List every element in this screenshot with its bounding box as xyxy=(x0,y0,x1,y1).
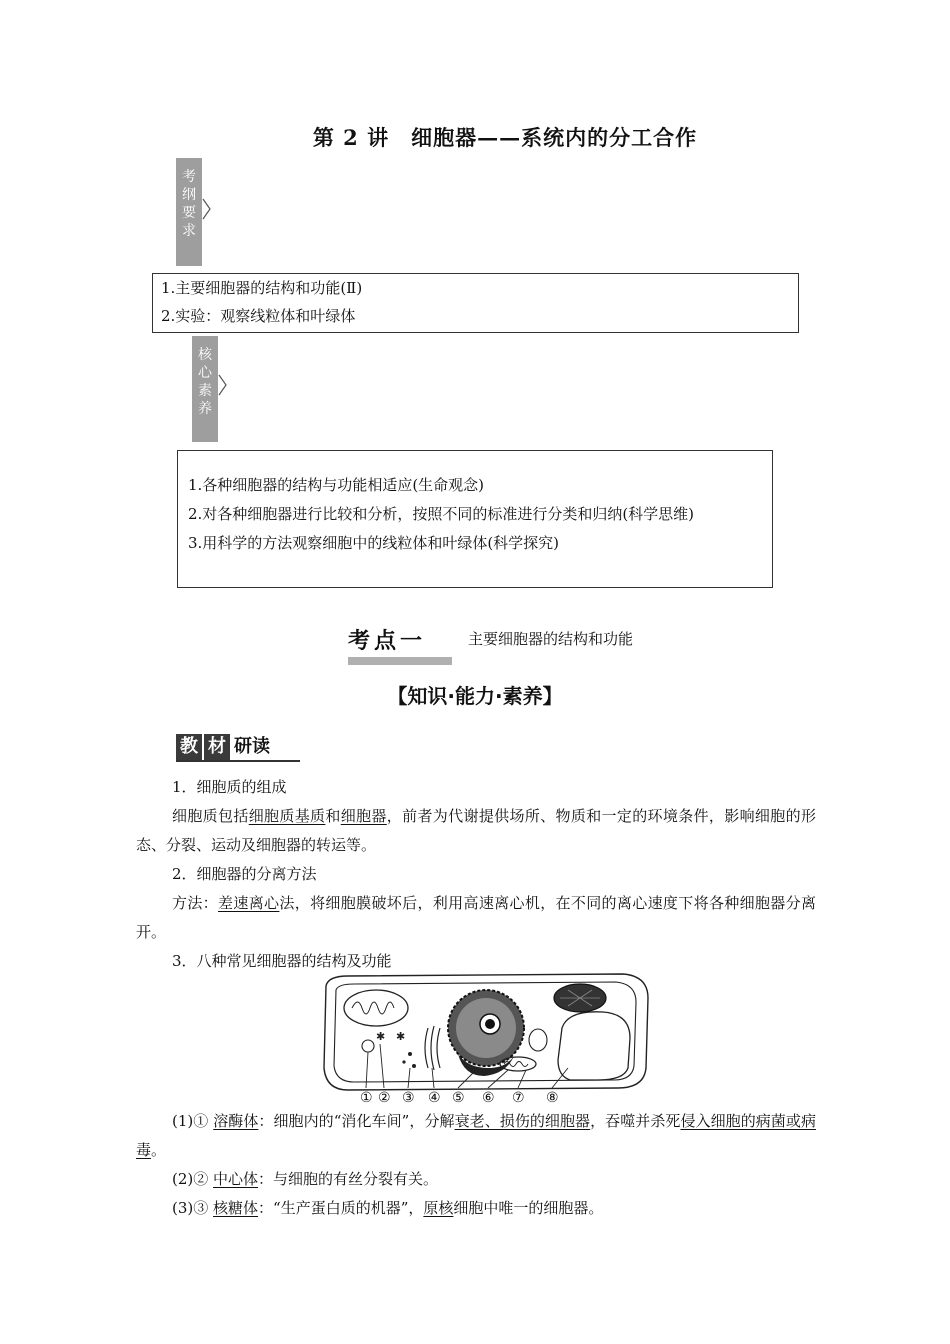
section-heading: 3．八种常见细胞器的结构及功能 xyxy=(172,952,392,970)
figure-label: ④ xyxy=(428,1090,441,1104)
kaodian-bar xyxy=(348,657,452,665)
tab-char: 素 xyxy=(198,383,212,399)
organelle-item: (3)③ 核糖体：“生产蛋白质的机器”，原核细胞中唯一的细胞器。 xyxy=(172,1199,604,1217)
page-title: 第 2 讲 细胞器——系统内的分工合作 xyxy=(312,125,698,150)
organelle-item: (1)① 溶酶体：细胞内的“消化车间”，分解衰老、损伤的细胞器，吞噬并杀死侵入细胞的病菌或病毒。 xyxy=(136,1112,816,1159)
jiaocai-heading xyxy=(176,734,270,760)
tab-kaogang xyxy=(176,158,202,266)
kaodian-text: 主要细胞器的结构和功能 xyxy=(468,630,634,648)
figure-label: ⑧ xyxy=(546,1090,559,1104)
figure-label: ⑤ xyxy=(452,1090,465,1104)
tab-hexin xyxy=(192,336,218,442)
hexin-item: 2.对各种细胞器进行比较和分析，按照不同的标准进行分类和归纳(科学思维) xyxy=(188,505,695,523)
tab-char: 求 xyxy=(182,223,196,239)
jiaocai-char: 教 xyxy=(176,734,202,760)
section-paragraph: 细胞质包括细胞质基质和细胞器，前者为代谢提供场所、物质和一定的环境条件，影响细胞的形态、分裂、运动及细胞器的转运等。 xyxy=(136,807,816,854)
figure-label: ② xyxy=(378,1090,391,1104)
tab-char: 要 xyxy=(182,205,196,221)
figure-label: ⑦ xyxy=(512,1090,525,1104)
organelle-list xyxy=(136,1107,816,1223)
kaogang-box xyxy=(152,273,799,333)
section-banner: 【知识·能力·素养】 xyxy=(387,684,563,708)
tab-char: 考 xyxy=(182,169,196,185)
hexin-box xyxy=(177,450,773,588)
kaodian-heading xyxy=(348,624,452,665)
section-1 xyxy=(136,773,816,976)
hexin-item: 3.用科学的方法观察细胞中的线粒体和叶绿体(科学探究) xyxy=(188,534,560,552)
figure-label: ① xyxy=(360,1090,373,1104)
tab-char: 核 xyxy=(198,347,212,363)
jiaocai-text: 研读 xyxy=(234,736,270,757)
figure-label: ③ xyxy=(402,1090,415,1104)
tab-char: 心 xyxy=(198,365,212,381)
tab-char: 养 xyxy=(198,401,212,417)
chevron-right-icon xyxy=(218,374,228,396)
organelle-item: (2)② 中心体：与细胞的有丝分裂有关。 xyxy=(172,1170,439,1188)
kaodian-label: 考点一 xyxy=(348,629,427,654)
cell-figure xyxy=(318,968,654,1104)
hexin-item: 1.各种细胞器的结构与功能相适应(生命观念) xyxy=(188,476,485,494)
section-heading: 2．细胞器的分离方法 xyxy=(172,865,317,883)
jiaocai-char: 材 xyxy=(204,734,230,760)
svg-text:✱: ✱ xyxy=(376,1030,386,1043)
section-paragraph: 方法：差速离心法，将细胞膜破坏后，利用高速离心机，在不同的离心速度下将各种细胞器分离开。 xyxy=(136,894,816,941)
chevron-right-icon xyxy=(202,198,212,220)
kaogang-item: 2.实验：观察线粒体和叶绿体 xyxy=(161,307,356,325)
svg-text:✱: ✱ xyxy=(396,1030,406,1043)
kaogang-item: 1.主要细胞器的结构和功能(Ⅱ) xyxy=(161,279,363,297)
tab-char: 纲 xyxy=(182,187,196,203)
section-heading: 1．细胞质的组成 xyxy=(172,778,287,796)
figure-label: ⑥ xyxy=(482,1090,495,1104)
jiaocai-underline xyxy=(176,760,300,762)
